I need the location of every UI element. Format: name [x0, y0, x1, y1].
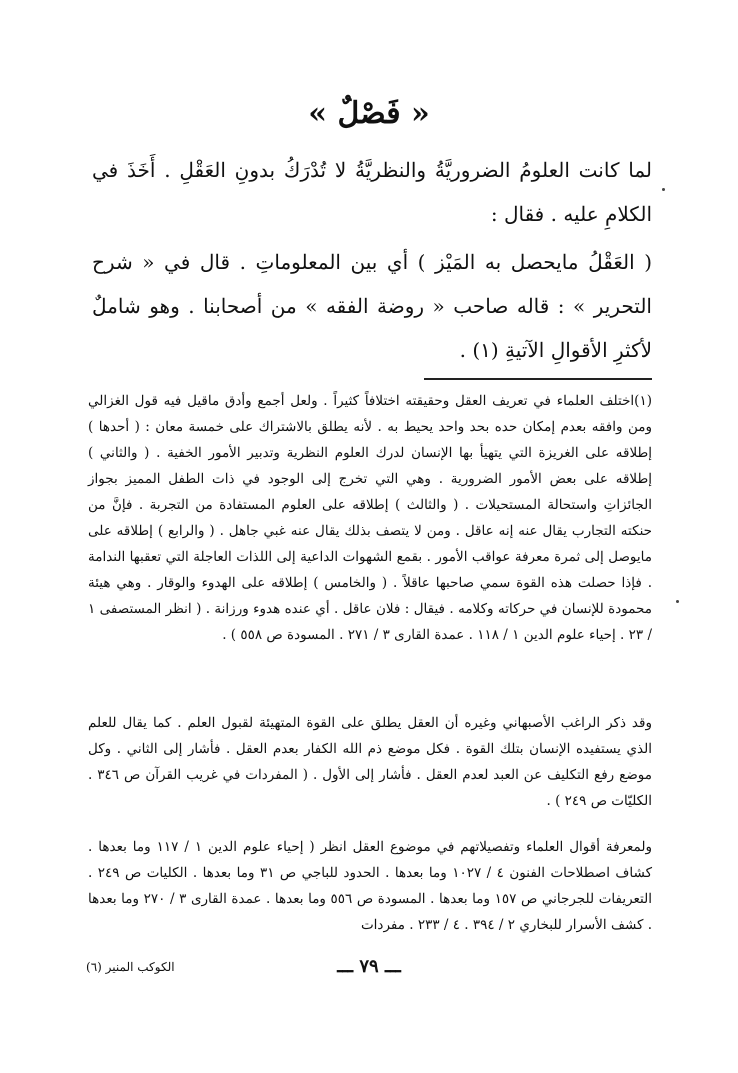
main-paragraph-1: لما كانت العلومُ الضروريَّةُ والنظريَّةُ لا تُدْرَكُ بدونِ العَقْلِ . أَخَذَ في الكلامِ عليه . فقال : — [92, 158, 652, 226]
scan-speck — [662, 188, 665, 191]
footnote-3: ولمعرفة أقوال العلماء وتفصيلاتهم في موضوع العقل انظر ( إحياء علوم الدين ١ / ١١٧ وما بعدها . كشاف اصطلاحات الفنون ٤ / ١٠٢٧ وما بعدها . الحدود للباجي ص ٣١ وما بعدها . الكليات ص ٢٤٩ . التعريفات للجرجاني ص ١٥٧ وما بعدها . المسودة ص ٥٥٦ وما بعدها . عمدة القارى ٣ / ٢٧٠ وما بعدها . كشف الأسرار للبخاري ٢ / ٣٩٤ . ٤ / ٢٣٣ . مفردات — [88, 839, 652, 933]
page-footer — [86, 956, 652, 986]
signature-mark: الكوكب المنير (٦) — [86, 960, 175, 974]
page-number: ـــ ٧٩ ـــ — [337, 956, 401, 977]
section-heading: « فَصْلٌ » — [308, 96, 430, 131]
footnote-1 — [88, 388, 652, 648]
footnote-separator — [424, 378, 652, 380]
scan-speck — [676, 600, 679, 603]
footnote-1-text: اختلف العلماء في تعريف العقل وحقيقته اختلافاً كثيراً . ولعل أجمع وأدق ماقيل فيه قول الغزالي ومن وافقه بعدم إمكان حده بحد واحد يحيط به . لأنه يطلق بالاشتراك على خمسة معان : ( أحدها ) إطلاقه على الغريزة التي يتهيأ بها الإنسان لدرك العلوم النظرية وتدبير الأمور الخفية . ( والثاني ) إطلاقه على بعض الأمور الضرورية . وهي التي تخرج إلى الوجود في ذات الطفل المميز بجواز الجائزاتِ واستحالة المستحيلات . ( والثالث ) إطلاقه على العلوم المستفادة من التجربة . فإنَّ من حنكته التجارب يقال عنه إنه عاقل . ومن لا يتصف بذلك يقال عنه غبي جاهل . ( والرابع ) إطلاقه على مايوصل إلى ثمرة معرفة عواقب الأمور . بقمع الشهوات الداعية إلى اللذات العاجلة التي تعقبها الندامة . فإذا حصلت هذه القوة سمي صاحبها عاقلاً . ( والخامس ) إطلاقه على الهدوء والوقار . وهي هيئة محمودة للإنسان في حركاته وكلامه . فيقال : فلان عاقل . أي عنده هدوء ورزانة . ( انظر المستصفى ١ / ٢٣ . إحياء علوم الدين ١ / ١١٨ . عمدة القارى ٣ / ٢٧١ . المسودة ص ٥٥٨ ) . — [88, 393, 652, 643]
footnote-2: وقد ذكر الراغب الأصبهاني وغيره أن العقل يطلق على القوة المتهيئة لقبول العلم . كما يقال للعلم الذي يستفيده الإنسان بتلك القوة . فكل موضع ذم الله الكفار بعدم العقل . فأشار إلى الثاني . وكل موضع رفع التكليف عن العبد لعدم العقل . فأشار إلى الأول . ( المفردات في غريب القرآن ص ٣٤٦ . الكليّات ص ٢٤٩ ) . — [88, 715, 652, 809]
main-paragraph-2: ( العَقْلُ مايحصل به المَيْز ) أي بين المعلوماتِ . قال في « شرح التحرير » : قاله صاحب « روضة الفقه » من أصحابنا . وهو شاملٌ لأكثرِ الأقوالِ الآتيةِ (١) . — [92, 250, 652, 362]
footnote-marker: (١) — [634, 393, 652, 409]
